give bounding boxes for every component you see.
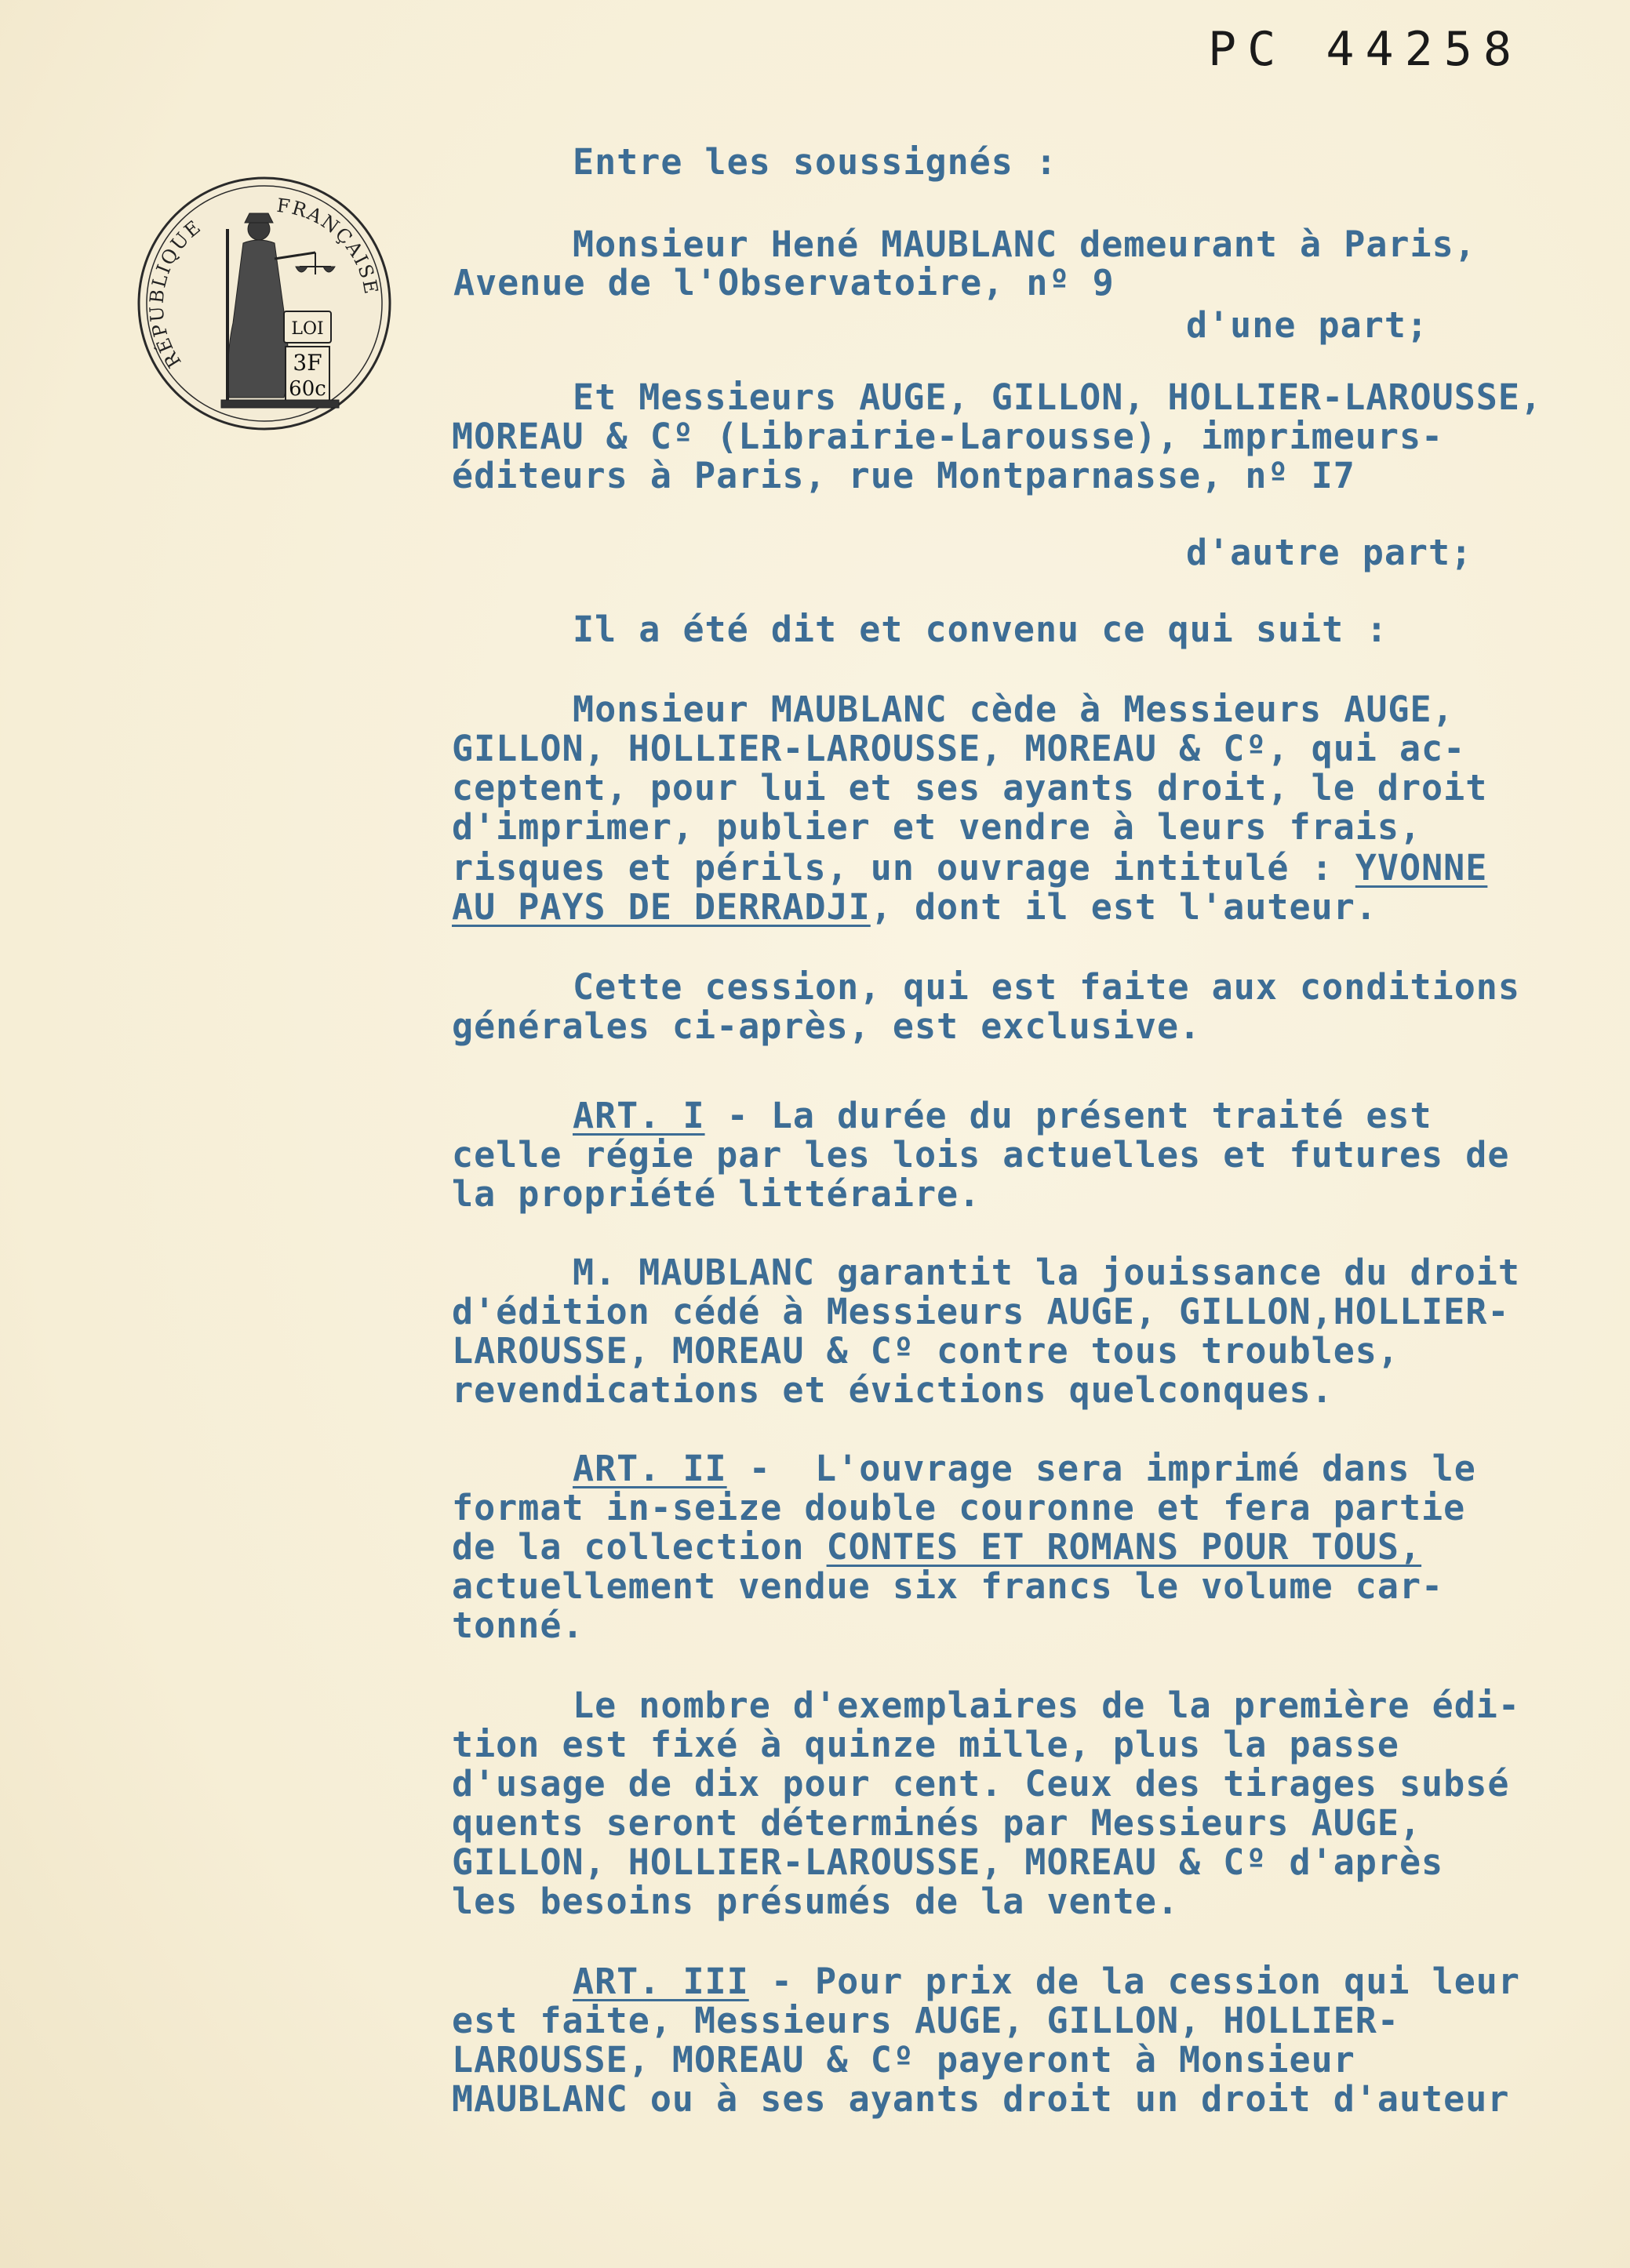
- stamp-value-francs: 3F: [293, 350, 322, 376]
- typed-line-gillon: GILLON, HOLLIER-LAROUSSE, MOREAU & Cº, qui ac-: [452, 728, 1466, 769]
- typed-line-actuellement: actuellement vendue six francs le volume car-: [452, 1565, 1444, 1607]
- art-3-heading: ART. III: [573, 1961, 749, 2002]
- typed-line-format: format in-seize double couronne et fera partie: [452, 1487, 1466, 1528]
- typed-line-revendications: revendications et évictions quelconques.: [452, 1369, 1333, 1411]
- typed-line-art1: ART. I - La durée du présent traité est: [573, 1095, 1432, 1136]
- stamp-arc-left: RÉPUBLIQUE: [145, 215, 206, 372]
- art-2-heading: ART. II: [573, 1448, 727, 1489]
- typed-line-entre: Entre les soussignés :: [573, 141, 1058, 183]
- typed-line-usage: d'usage de dix pour cent. Ceux des tirages subsé: [452, 1763, 1510, 1805]
- typed-line-quents: quents seront déterminés par Messieurs AUGE,: [452, 1802, 1422, 1844]
- typed-line-propriete: la propriété littéraire.: [452, 1173, 981, 1215]
- typed-line-gillon-apres: GILLON, HOLLIER-LAROUSSE, MOREAU & Cº d'après: [452, 1841, 1444, 1883]
- typed-line-imprimer: d'imprimer, publier et vendre à leurs frais,: [452, 806, 1422, 848]
- title-underlined-part2: AU PAYS DE DERRADJI: [452, 886, 871, 928]
- reference-number: PC 44258: [1208, 22, 1523, 77]
- typed-line-tion: tion est fixé à quinze mille, plus la passe: [452, 1724, 1399, 1765]
- typed-line-editeurs: éditeurs à Paris, rue Montparnasse, nº I7: [452, 455, 1355, 496]
- collection-title: CONTES ET ROMANS POUR TOUS,: [826, 1526, 1422, 1568]
- typed-line-cession: Cette cession, qui est faite aux conditions: [573, 966, 1520, 1008]
- fiscal-stamp-icon: [135, 174, 394, 433]
- typed-line-maublanc-droit: MAUBLANC ou à ses ayants droit un droit d'auteur: [452, 2078, 1510, 2120]
- typed-line-art3: ART. III - Pour prix de la cession qui leur: [573, 1961, 1520, 2002]
- typed-line-larousse-payeront: LAROUSSE, MOREAU & Cº payeront à Monsieur: [452, 2039, 1355, 2081]
- art-1-heading: ART. I: [573, 1095, 705, 1136]
- typed-line-risques: risques et périls, un ouvrage intitulé : YVONNE: [452, 847, 1488, 889]
- stamp-value-cents: 60c: [289, 377, 326, 401]
- typed-line-une-part: d'une part;: [1186, 304, 1429, 346]
- typed-line-convenu: Il a été dit et convenu ce qui suit :: [573, 609, 1388, 650]
- stamp-tablet: LOI: [291, 319, 324, 339]
- typed-line-art2: ART. II - L'ouvrage sera imprimé dans le: [573, 1448, 1476, 1489]
- typed-line-faite: est faite, Messieurs AUGE, GILLON, HOLLIER-: [452, 2000, 1399, 2041]
- typed-line-autre-part: d'autre part;: [1186, 532, 1473, 573]
- typed-line-ceptent: ceptent, pour lui et ses ayants droit, le droit: [452, 767, 1488, 809]
- typed-line-edition: d'édition cédé à Messieurs AUGE, GILLON,HOLLIER-: [452, 1291, 1510, 1332]
- typed-line-larousse: LAROUSSE, MOREAU & Cº contre tous troubles,: [452, 1330, 1399, 1372]
- typed-line-celle: celle régie par les lois actuelles et futures de: [452, 1134, 1510, 1176]
- typed-line-cede: Monsieur MAUBLANC cède à Messieurs AUGE,: [573, 689, 1454, 730]
- typed-line-pays: AU PAYS DE DERRADJI, dont il est l'auteur.: [452, 886, 1377, 928]
- typed-line-collection: de la collection CONTES ET ROMANS POUR TOUS,: [452, 1526, 1422, 1568]
- typed-line-avenue: Avenue de l'Observatoire, nº 9: [453, 262, 1115, 303]
- stamp-arc-right: FRANÇAISE: [275, 194, 383, 297]
- typed-line-nombre: Le nombre d'exemplaires de la première édi-: [573, 1685, 1520, 1726]
- title-underlined-part1: YVONNE: [1355, 847, 1488, 889]
- typed-line-monsieur: Monsieur Hené MAUBLANC demeurant à Paris,: [573, 224, 1476, 265]
- typed-line-moreau: MOREAU & Cº (Librairie-Larousse), imprimeurs-: [452, 416, 1444, 457]
- typed-line-besoins: les besoins présumés de la vente.: [452, 1881, 1180, 1922]
- typed-line-messieurs: Et Messieurs AUGE, GILLON, HOLLIER-LAROUSSE,: [573, 376, 1543, 418]
- typed-line-tonne: tonné.: [452, 1605, 584, 1646]
- typed-line-generales: générales ci-après, est exclusive.: [452, 1005, 1202, 1047]
- typed-line-garantit: M. MAUBLANC garantit la jouissance du droit: [573, 1252, 1520, 1293]
